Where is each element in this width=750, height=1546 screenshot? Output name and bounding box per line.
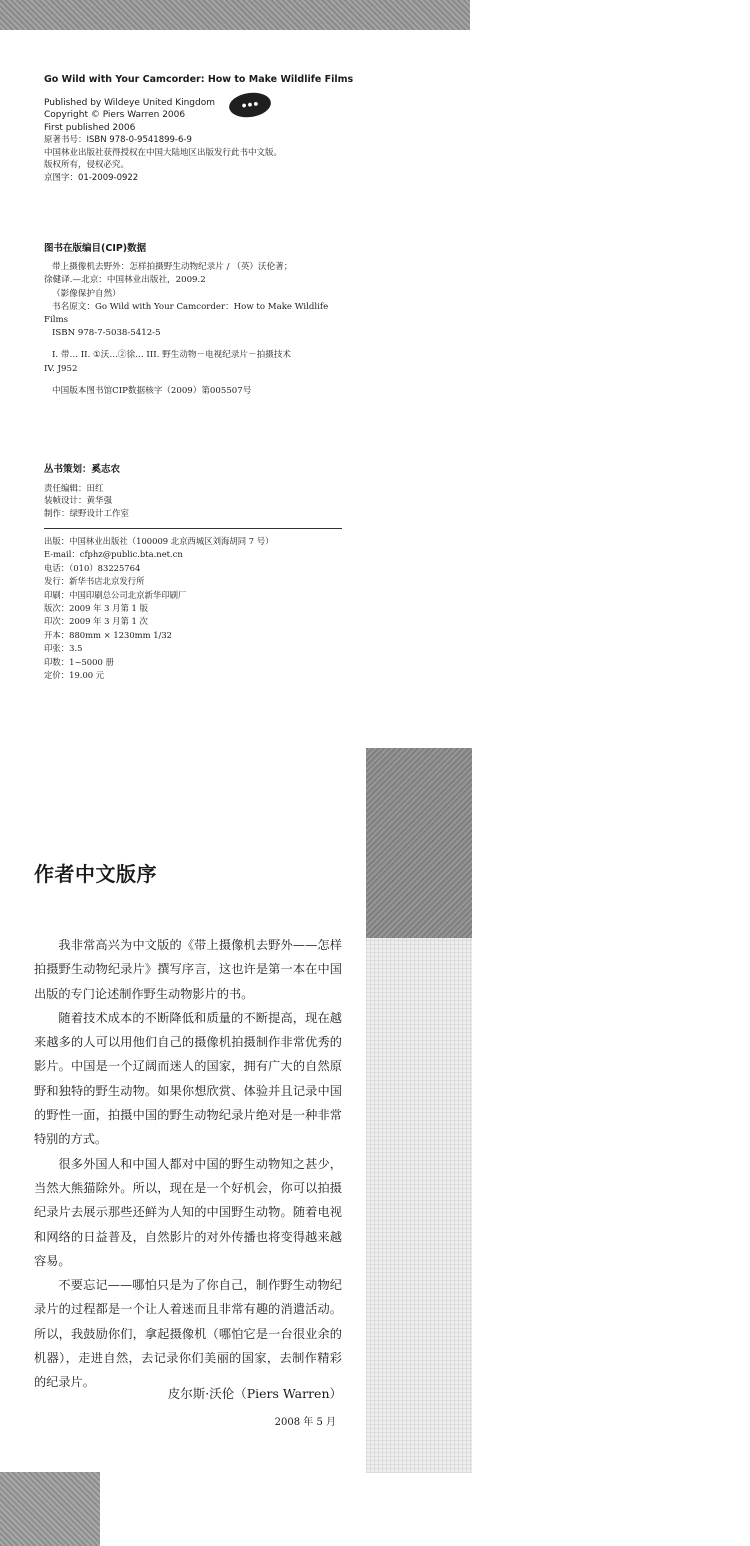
cip-line: 徐健译.—北京：中国林业出版社，2009.2 <box>44 275 206 286</box>
authorization-note: 中国林业出版社获得授权在中国大陆地区出版发行此书中文版。 <box>44 147 283 158</box>
publication-details <box>44 535 342 682</box>
right-dark-grain-block <box>366 748 472 938</box>
preface-date: 2008 年 5 月 <box>274 1417 336 1428</box>
cip-line: （影像保护自然） <box>52 288 121 299</box>
preface-title: 作者中文版序 <box>34 862 157 887</box>
responsible-editor: 责任编辑：田红 <box>44 483 104 494</box>
cip-classification: I. 带… II. ①沃…②徐… III. 野生动物－电视纪录片－拍摄技术 <box>52 350 291 361</box>
detail-line: E-mail：cfphz@public.bta.net.cn <box>44 549 183 560</box>
rights-note: 版权所有，侵权必究。 <box>44 160 130 170</box>
detail-line: 出版：中国林业出版社（100009 北京西城区刘海胡同 7 号） <box>44 536 274 546</box>
published-by: Published by Wildeye United Kingdom <box>44 97 216 108</box>
detail-line: 版次：2009 年 3 月第 1 版 <box>44 603 148 614</box>
cip-block <box>44 242 344 398</box>
first-published: First published 2006 <box>44 122 136 133</box>
cip-isbn: ISBN 978-7-5038-5412-5 <box>52 328 161 339</box>
detail-line: 印张：3.5 <box>44 643 83 654</box>
detail-line: 印数：1~5000 册 <box>44 656 114 667</box>
publisher-logo-icon: ● ● ● <box>228 90 273 120</box>
detail-line: 电话：（010）83225764 <box>44 562 141 573</box>
copyright-block <box>44 74 354 184</box>
right-light-grain-block <box>366 938 472 1473</box>
cip-title: 图书在版编目(CIP)数据 <box>44 243 147 254</box>
preface-body <box>34 933 342 1395</box>
copyright-line: Copyright © Piers Warren 2006 <box>44 110 186 120</box>
detail-line: 印刷：中国印刷总公司北京新华印刷厂 <box>44 589 187 600</box>
divider <box>44 528 342 529</box>
registration-number: 京图字：01-2009-0922 <box>44 172 139 183</box>
cip-line: Films <box>44 315 69 326</box>
series-planner: 丛书策划：奚志农 <box>44 464 121 475</box>
preface-paragraph: 不要忘记——哪怕只是为了你自己，制作野生动物纪录片的过程都是一个让人着迷而且非常有趣的消遣活动。所以，我鼓励你们，拿起摄像机（哪怕它是一台很业余的机器），走进自然，去记录你们美丽的国家，去制作精彩的纪录片。 <box>34 1278 342 1390</box>
original-isbn: 原著书号：ISBN 978-0-9541899-6-9 <box>44 135 192 145</box>
credits-block <box>44 464 342 682</box>
production-studio: 制作：绿野设计工作室 <box>44 508 130 519</box>
detail-line: 开本：880mm × 1230mm 1/32 <box>44 629 173 640</box>
detail-line: 印次：2009 年 3 月第 1 次 <box>44 616 148 627</box>
bottom-grain-block <box>0 1472 100 1546</box>
top-grain-band <box>0 0 470 30</box>
detail-line: 发行：新华书店北京发行所 <box>44 576 145 587</box>
preface-paragraph: 随着技术成本的不断降低和质量的不断提高，现在越来越多的人可以用他们自己的摄像机拍摄制作非常优秀的影片。中国是一个辽阔而迷人的国家，拥有广大的自然原野和独特的野生动物。如果你想欣赏、体验并且记录中国的野性一面，拍摄中国的野生动物纪录片绝对是一种非常特别的方式。 <box>34 1010 342 1147</box>
cip-line: 带上摄像机去野外：怎样拍摄野生动物纪录片 / （英）沃伦著； <box>52 262 293 273</box>
book-title: Go Wild with Your Camcorder: How to Make Wildlife Films <box>44 74 354 85</box>
author-signature: 皮尔斯·沃伦（Piers Warren） <box>167 1386 342 1401</box>
preface-paragraph: 很多外国人和中国人都对中国的野生动物知之甚少，当然大熊猫除外。所以，现在是一个好机会，你可以拍摄纪录片去展示那些还鲜为人知的中国野生动物。随着电视和网络的日益普及，自然影片的对外传播也将变得越来越容易。 <box>34 1156 342 1268</box>
cip-classification-code: IV. J952 <box>44 363 78 374</box>
cover-designer: 装帧设计：黄华强 <box>44 496 113 506</box>
cip-record-number: 中国版本图书馆CIP数据核字（2009）第005507号 <box>52 385 252 396</box>
preface-paragraph: 我非常高兴为中文版的《带上摄像机去野外——怎样拍摄野生动物纪录片》撰写序言，这也许是第一本在中国出版的专门论述制作野生动物影片的书。 <box>34 938 342 1001</box>
cip-line: 书名原文：Go Wild with Your Camcorder：How to Make Wildlife <box>52 301 329 312</box>
detail-line: 定价：19.00 元 <box>44 670 105 681</box>
